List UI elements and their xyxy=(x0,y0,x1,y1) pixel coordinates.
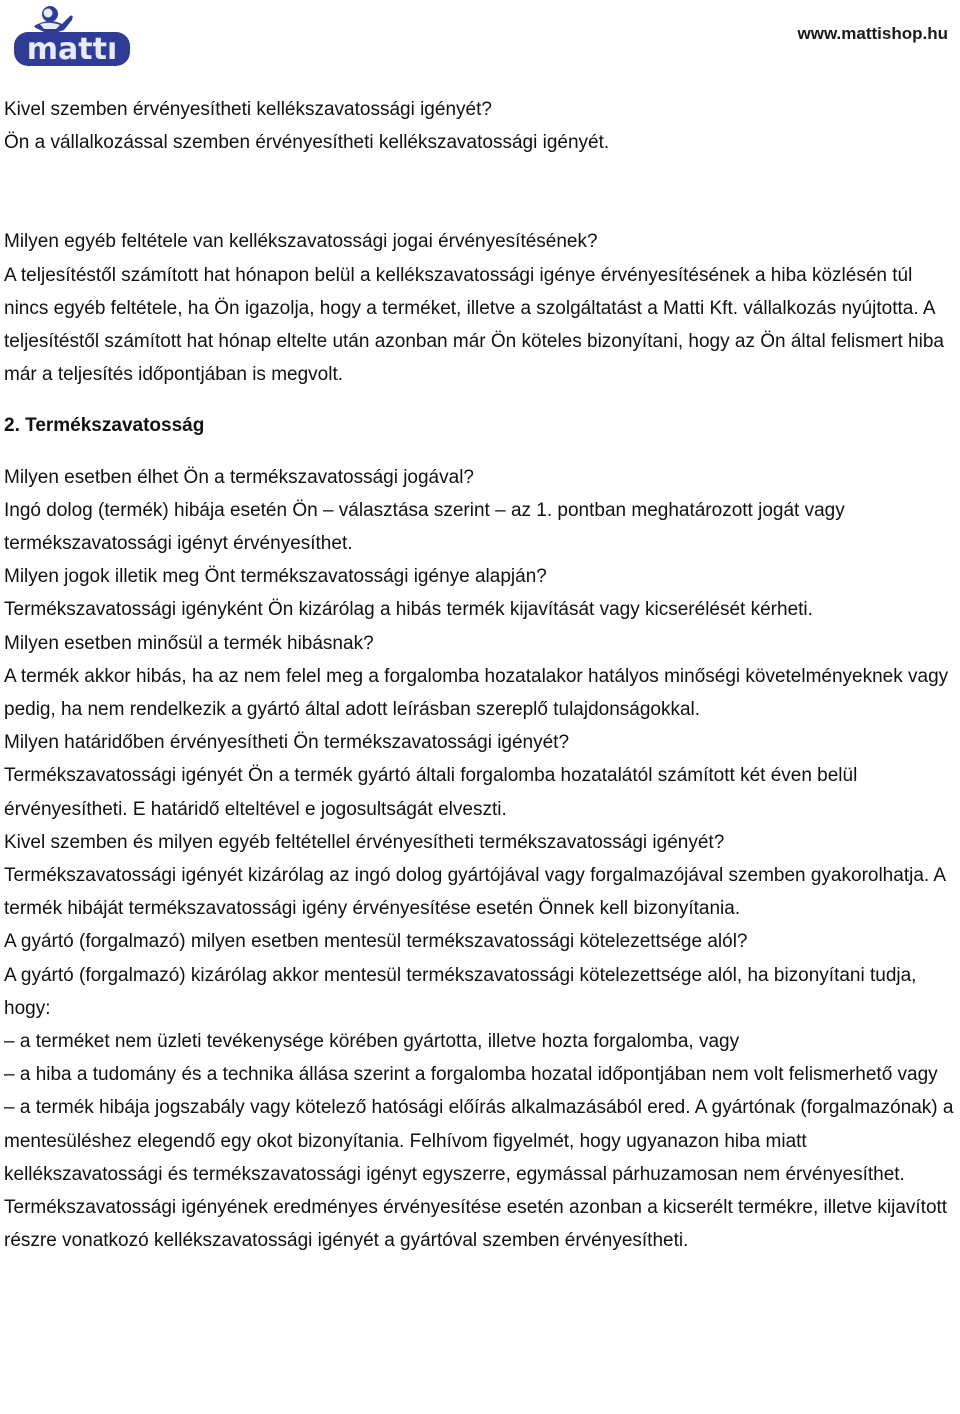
question-6: Milyen határidőben érvényesítheti Ön termékszavatossági igényét? xyxy=(4,732,570,754)
document-body xyxy=(4,93,954,1258)
list-item: – a terméket nem üzleti tevékenysége körében gyártotta, illetve hozta forgalomba, vagy xyxy=(4,1031,740,1053)
answer-2: A teljesítéstől számított hat hónapon belül a kellékszavatossági igénye érvényesítésének a hiba közlésén túl nincs egyéb feltétele, ha Ön igazolja, hogy a terméket, illetve a szolgáltatást a Matti Kft. vállalkozás nyújtotta. A teljesítéstől számított hat hónap eltelte után azonban már Ön köteles bizonyítani, hogy az Ön által felismert hiba már a teljesítés időpontjában is megvolt. xyxy=(4,264,944,386)
question-3: Milyen esetben élhet Ön a termékszavatossági jogával? xyxy=(4,466,474,488)
spacer xyxy=(4,391,954,409)
answer-3: Ingó dolog (termék) hibája esetén Ön – választása szerint – az 1. pontban meghatározott jogát vagy termékszavatossági igényt érvényesíthet. xyxy=(4,499,845,555)
question-5: Milyen esetben minősül a termék hibásnak? xyxy=(4,632,374,654)
answer-4: Termékszavatossági igényként Ön kizárólag a hibás termék kijavítását vagy kicserélését kérheti. xyxy=(4,599,813,621)
spacer xyxy=(4,159,954,225)
site-url-link[interactable]: www.mattishop.hu xyxy=(797,24,948,43)
answer-6: Termékszavatossági igényét Ön a termék gyártó általi forgalomba hozatalától számított két éven belül érvényesítheti. E határidő elteltével e jogosultságát elveszti. xyxy=(4,765,858,820)
section-heading: 2. Termékszavatosság xyxy=(4,415,205,437)
answer-1: Ön a vállalkozással szemben érvényesítheti kellékszavatossági igényét. xyxy=(4,132,610,154)
question-8: A gyártó (forgalmazó) milyen esetben mentesül termékszavatossági kötelezettsége alól? xyxy=(4,931,748,953)
question-1: Kivel szemben érvényesítheti kellékszavatossági igényét? xyxy=(4,99,492,120)
question-7: Kivel szemben és milyen egyéb feltétellel érvényesítheti termékszavatossági igényét? xyxy=(4,831,725,853)
logo-wordmark: mattı xyxy=(26,32,118,67)
list-item: – a termék hibája jogszabály vagy kötelező hatósági előírás alkalmazásából ered. A gyártónak (forgalmazónak) a mentesüléshez elegendő egy okot bizonyítania. Felhívom figyelmét, hogy ugyanazon hiba miatt kellékszavatossági és termékszavatossági igényt egyszerre, egymással párhuzamosan nem érvényesíthet. Termékszavatossági igényének eredményes érvényesítése esetén azonban a kicserélt termékre, illetve kijavított részre vonatkozó kellékszavatossági igényét a gyártóval szemben érvényesítheti. xyxy=(4,1097,954,1252)
answer-7: Termékszavatossági igényét kizárólag az ingó dolog gyártójával vagy forgalmazójával szemben gyakorolhatja. A termék hibáját termékszavatossági igény érvényesítése esetén Önnek kell bizonyítania. xyxy=(4,865,946,920)
matti-logo[interactable] xyxy=(10,2,134,68)
question-4: Milyen jogok illetik meg Önt termékszavatossági igénye alapján? xyxy=(4,566,547,588)
answer-5: A termék akkor hibás, ha az nem felel meg a forgalomba hozatalakor hatályos minőségi követelményeknek vagy pedig, ha nem rendelkezik a gyártó által adott leírásban szereplő tulajdonságokkal. xyxy=(4,665,949,721)
answer-8: A gyártó (forgalmazó) kizárólag akkor mentesül termékszavatossági kötelezettsége alól, ha bizonyítani tudja, hogy: xyxy=(4,964,917,1019)
list-item: – a hiba a tudomány és a technika állása szerint a forgalomba hozatal időpontjában nem volt felismerhető vagy xyxy=(4,1064,938,1086)
matti-logo-graphic xyxy=(10,2,134,68)
question-2: Milyen egyéb feltétele van kellékszavatossági jogai érvényesítésének? xyxy=(4,231,598,253)
spacer xyxy=(4,443,954,461)
